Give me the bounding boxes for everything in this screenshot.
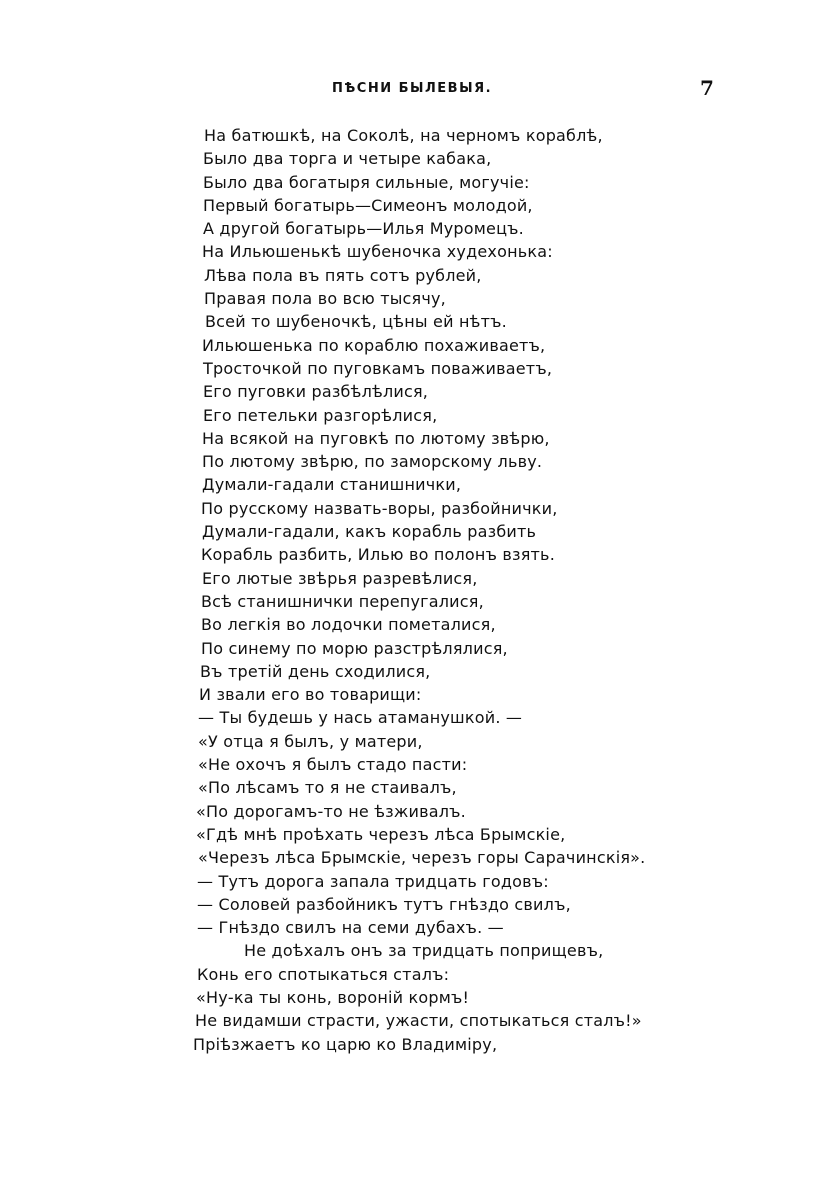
verse-line: Думали-гадали станишнички,	[202, 475, 462, 495]
page-number: 7	[700, 76, 714, 100]
verse-line: «Не охочъ я былъ стадо пасти:	[198, 755, 468, 775]
verse-line: Тросточкой по пуговкамъ поваживаетъ,	[203, 358, 553, 378]
verse-line: Всей то шубеночкѣ, цѣны ей нѣтъ.	[205, 312, 507, 332]
verse-line: «По лѣсамъ то я не стаивалъ,	[198, 778, 457, 798]
verse-line: — Тутъ дорога запала тридцать годовъ:	[197, 871, 549, 891]
verse-line: Конь его спотыкаться сталъ:	[197, 964, 450, 984]
verse-line: — Соловей разбойникъ тутъ гнѣздо свилъ,	[197, 894, 571, 914]
verse-line: Ильюшенька по кораблю похаживаетъ,	[202, 335, 546, 355]
verse-line: На всякой на пуговкѣ по лютому звѣрю,	[202, 428, 550, 448]
verse-line: Его петельки разгорѣлися,	[203, 405, 438, 425]
verse-line: На батюшкѣ, на Соколѣ, на черномъ кораблѣ,	[204, 126, 603, 145]
verse-line: — Ты будешь у нась атаманушкой. —	[198, 708, 523, 728]
verse-line: Думали-гадали, какъ корабль разбить	[202, 522, 537, 542]
verse-line: На Ильюшенькѣ шубеночка худехонька:	[202, 242, 553, 262]
verse-line: По синему по морю разстрѣлялися,	[201, 638, 508, 658]
verse-line: Было два богатыря сильные, могучіе:	[203, 172, 530, 192]
verse-text	[188, 124, 788, 1056]
verse-line: А другой богатырь—Илья Муромецъ.	[203, 219, 524, 239]
verse-line: «Черезъ лѣса Брымскіе, черезъ горы Сарачинскія».	[198, 848, 646, 868]
verse-line: «Гдѣ мнѣ проѣхать черезъ лѣса Брымскіе,	[196, 824, 566, 844]
running-header: ПѢСНИ БЫЛЕВЫЯ.	[332, 81, 493, 96]
verse-line: По лютому звѣрю, по заморскому льву.	[202, 452, 543, 472]
verse-line: Пріѣзжаетъ ко царю ко Владиміру,	[193, 1034, 498, 1054]
verse-line: Первый богатырь—Симеонъ молодой,	[203, 195, 533, 215]
verse-line: «Ну-ка ты конь, вороній кормъ!	[196, 987, 470, 1007]
verse-line: «По дорогамъ-то не ѣзживалъ.	[196, 801, 466, 821]
verse-line: Лѣва пола въ пять сотъ рублей,	[204, 265, 482, 285]
verse-line: Было два торга и четыре кабака,	[203, 149, 492, 169]
verse-line: Его пуговки разбѣлѣлися,	[203, 382, 429, 402]
verse-line: И звали его во товарищи:	[199, 685, 422, 705]
verse-line: Не видамши страсти, ужасти, спотыкаться сталъ!»	[195, 1011, 642, 1031]
verse-line: Корабль разбить, Илью во полонъ взять.	[201, 545, 555, 565]
verse-line: Правая пола во всю тысячу,	[204, 289, 446, 309]
verse-line: Во легкія во лодочки пометалися,	[201, 615, 496, 635]
verse-line: «У отца я былъ, у матери,	[198, 731, 423, 751]
verse-line: По русскому назвать-воры, разбойнички,	[201, 498, 558, 518]
verse-line: Всѣ станишнички перепугалися,	[201, 591, 484, 611]
verse-line: Въ третій день сходилися,	[200, 661, 431, 681]
verse-line: Не доѣхалъ онъ за тридцать поприщевъ,	[244, 941, 604, 961]
verse-line: — Гнѣздо свилъ на семи дубахъ. —	[197, 918, 504, 938]
verse-line: Его лютые звѣрья разревѣлися,	[202, 568, 478, 588]
